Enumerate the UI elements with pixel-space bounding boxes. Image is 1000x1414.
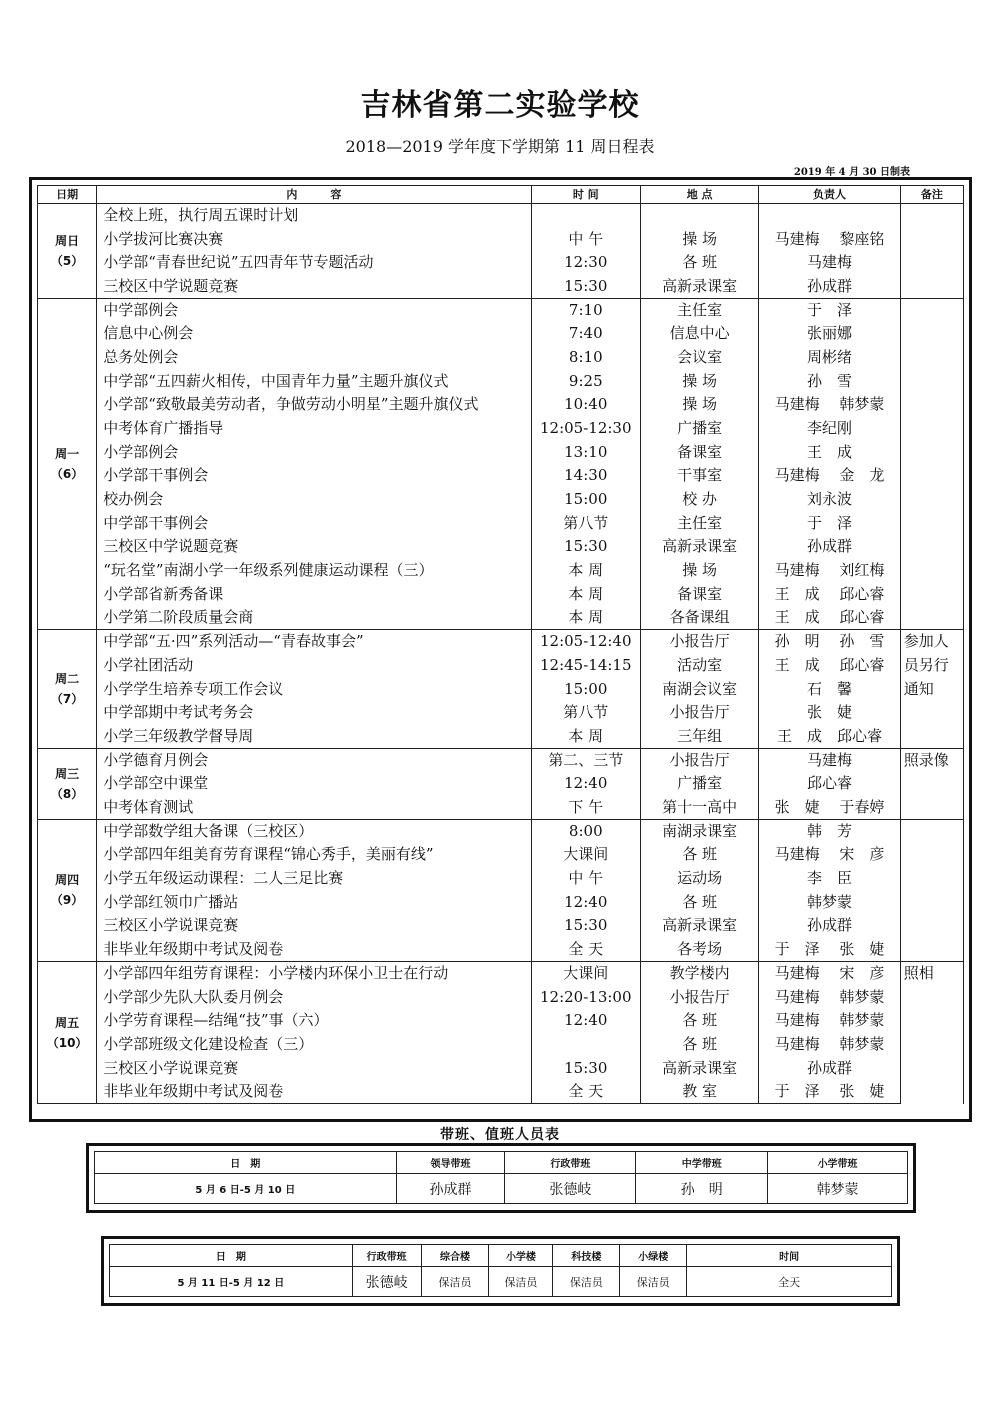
event-content: 中学部干事例会 (97, 511, 531, 535)
schedule-row (38, 938, 964, 962)
event-content: 小学部红领巾广播站 (97, 890, 531, 914)
event-time (531, 204, 640, 228)
event-time: 12:05-12:30 (531, 417, 640, 441)
event-time: 15:30 (531, 914, 640, 938)
header-date: 日期 (38, 186, 97, 204)
schedule-body (38, 204, 964, 1104)
schedule-frame (29, 177, 972, 1122)
event-person: 孙成群 (759, 275, 900, 299)
schedule-row (38, 369, 964, 393)
day-cell (38, 962, 97, 1104)
event-person: 马建梅 韩梦蒙 (759, 1009, 900, 1033)
event-person: 王 成 (759, 440, 900, 464)
event-person: 孙 明 孙 雪 (759, 630, 900, 654)
day-number: （7） (50, 692, 84, 707)
event-content: 中学部期中考试考务会 (97, 701, 531, 725)
schedule-row (38, 748, 964, 772)
event-person: 王 成 邱心睿 (759, 606, 900, 630)
event-time: 大课间 (531, 843, 640, 867)
day-label: 周五 (55, 1015, 80, 1030)
event-content: 小学三年级教学督导周 (97, 725, 531, 749)
event-place: 活动室 (640, 654, 758, 678)
event-content: 信息中心例会 (97, 322, 531, 346)
schedule-row (38, 914, 964, 938)
event-time: 15:30 (531, 1056, 640, 1080)
event-person: 马建梅 韩梦蒙 (759, 985, 900, 1009)
event-content: 三校区小学说课竞赛 (97, 914, 531, 938)
day-label: 周二 (55, 672, 80, 687)
event-place: 各 班 (640, 1033, 758, 1057)
event-place: 三年组 (640, 725, 758, 749)
schedule-row (38, 701, 964, 725)
event-person: 李 臣 (759, 867, 900, 891)
day-cell (38, 748, 97, 819)
event-content: 非毕业年级期中考试及阅卷 (97, 938, 531, 962)
event-content: 三校区小学说课竞赛 (97, 1056, 531, 1080)
event-place: 操 场 (640, 393, 758, 417)
duty2-cell: 保洁员 (421, 1267, 489, 1297)
schedule-row (38, 630, 964, 654)
day-number: （10） (46, 1035, 88, 1050)
note-cell: 照相 (900, 962, 963, 1104)
event-person: 于 泽 (759, 511, 900, 535)
schedule-row (38, 583, 964, 607)
duty1-header: 小学带班 (768, 1152, 908, 1174)
event-person: 孙成群 (759, 1056, 900, 1080)
header-note: 备注 (900, 186, 963, 204)
event-person: 马建梅 宋 彦 (759, 843, 900, 867)
event-content: “玩名堂”南湖小学一年级系列健康运动课程（三） (97, 559, 531, 583)
event-content: 小学德育月例会 (97, 748, 531, 772)
event-content: 中考体育测试 (97, 796, 531, 820)
event-content: 非毕业年级期中考试及阅卷 (97, 1080, 531, 1104)
event-time: 12:20-13:00 (531, 985, 640, 1009)
event-place: 高新录课室 (640, 1056, 758, 1080)
event-content: 小学学生培养专项工作会议 (97, 677, 531, 701)
event-time: 12:40 (531, 1009, 640, 1033)
schedule-row (38, 488, 964, 512)
duty-title: 带班、值班人员表 (440, 1127, 560, 1143)
event-time: 第八节 (531, 701, 640, 725)
event-person: 刘永波 (759, 488, 900, 512)
event-content: 小学劳育课程—结绳“技”事（六） (97, 1009, 531, 1033)
event-time: 本 周 (531, 559, 640, 583)
duty-table-2-frame (101, 1236, 900, 1306)
schedule-table (37, 185, 964, 1104)
note-cell: 照录像 (900, 748, 963, 819)
duty2-cell: 保洁员 (553, 1267, 620, 1297)
event-place: 南湖录课室 (640, 819, 758, 843)
event-time: 12:45-14:15 (531, 654, 640, 678)
event-content: 小学部“致敬最美劳动者，争做劳动小明星”主题升旗仪式 (97, 393, 531, 417)
duty2-cell: 保洁员 (620, 1267, 687, 1297)
day-label: 周日 (55, 233, 80, 248)
event-person: 石 馨 (759, 677, 900, 701)
event-place: 小报告厅 (640, 701, 758, 725)
page-title: 吉林省第二实验学校 (360, 88, 640, 123)
schedule-row (38, 890, 964, 914)
header-time: 时 间 (531, 186, 640, 204)
duty1-header-row (95, 1152, 908, 1174)
event-time: 7:40 (531, 322, 640, 346)
event-content: 小学部少先队大队委月例会 (97, 985, 531, 1009)
event-content: 中学部“五·四”系列活动—“青春故事会” (97, 630, 531, 654)
event-content: 校办例会 (97, 488, 531, 512)
event-place (640, 204, 758, 228)
event-place: 各 班 (640, 890, 758, 914)
duty2-cell: 全天 (687, 1267, 892, 1297)
event-place: 教 室 (640, 1080, 758, 1104)
schedule-row (38, 559, 964, 583)
event-place: 高新录课室 (640, 535, 758, 559)
header-place: 地 点 (640, 186, 758, 204)
event-place: 干事室 (640, 464, 758, 488)
event-time: 15:00 (531, 488, 640, 512)
duty1-cell: 韩梦蒙 (768, 1174, 908, 1204)
event-content: 小学部干事例会 (97, 464, 531, 488)
schedule-row (38, 440, 964, 464)
schedule-row (38, 867, 964, 891)
schedule-row (38, 654, 964, 678)
duty2-header: 小学楼 (489, 1245, 553, 1267)
schedule-row (38, 535, 964, 559)
day-label: 周一 (55, 447, 80, 462)
event-person: 于 泽 张 婕 (759, 938, 900, 962)
event-content: 小学第二阶段质量会商 (97, 606, 531, 630)
duty2-header: 科技楼 (553, 1245, 620, 1267)
event-person: 于 泽 张 婕 (759, 1080, 900, 1104)
duty2-header: 小绿楼 (620, 1245, 687, 1267)
duty1-header: 中学带班 (636, 1152, 768, 1174)
event-person: 张 婕 于春婷 (759, 796, 900, 820)
duty2-header: 日 期 (110, 1245, 353, 1267)
event-content: 总务处例会 (97, 346, 531, 370)
event-place: 备课室 (640, 440, 758, 464)
event-person: 孙成群 (759, 535, 900, 559)
schedule-row (38, 227, 964, 251)
event-person: 马建梅 金 龙 (759, 464, 900, 488)
event-person: 王 成 邱心睿 (759, 725, 900, 749)
event-content: 小学五年级运动课程：二人三足比赛 (97, 867, 531, 891)
day-number: （5） (50, 253, 84, 268)
day-number: （9） (50, 893, 84, 908)
event-place: 备课室 (640, 583, 758, 607)
event-person: 马建梅 (759, 251, 900, 275)
event-time: 13:10 (531, 440, 640, 464)
event-time: 14:30 (531, 464, 640, 488)
event-content: 小学拔河比赛决赛 (97, 227, 531, 251)
event-time: 8:00 (531, 819, 640, 843)
event-person: 周彬绪 (759, 346, 900, 370)
schedule-row (38, 772, 964, 796)
event-time: 全 天 (531, 1080, 640, 1104)
duty2-header: 行政带班 (352, 1245, 421, 1267)
schedule-row (38, 1009, 964, 1033)
day-cell (38, 819, 97, 961)
event-time: 下 午 (531, 796, 640, 820)
schedule-row (38, 1033, 964, 1057)
event-time: 第二、三节 (531, 748, 640, 772)
event-person: 孙成群 (759, 914, 900, 938)
event-person: 马建梅 (759, 748, 900, 772)
event-time: 本 周 (531, 583, 640, 607)
duty-table-1-frame (86, 1143, 916, 1213)
event-time: 大课间 (531, 962, 640, 986)
event-place: 各备课组 (640, 606, 758, 630)
event-place: 操 场 (640, 369, 758, 393)
event-person: 马建梅 宋 彦 (759, 962, 900, 986)
schedule-row (38, 962, 964, 986)
event-place: 广播室 (640, 772, 758, 796)
day-number: （8） (50, 786, 84, 801)
duty1-cell: 孙成群 (396, 1174, 505, 1204)
event-content: 小学部班级文化建设检查（三） (97, 1033, 531, 1057)
event-person: 于 泽 (759, 298, 900, 322)
event-place: 运动场 (640, 867, 758, 891)
duty1-cell: 孙 明 (636, 1174, 768, 1204)
duty2-cell: 张德岐 (352, 1267, 421, 1297)
note-cell: 参加人员另行通知 (900, 630, 963, 748)
event-person: 王 成 邱心睿 (759, 654, 900, 678)
event-content: 小学部例会 (97, 440, 531, 464)
duty2-date: 5 月 11 日-5 月 12 日 (110, 1267, 353, 1297)
event-person: 韩梦蒙 (759, 890, 900, 914)
event-time: 第八节 (531, 511, 640, 535)
duty2-header: 时间 (687, 1245, 892, 1267)
event-time: 15:30 (531, 275, 640, 299)
schedule-row (38, 298, 964, 322)
schedule-row (38, 322, 964, 346)
note-cell (900, 204, 963, 299)
event-time: 12:40 (531, 772, 640, 796)
schedule-row (38, 677, 964, 701)
schedule-row (38, 819, 964, 843)
event-place: 各 班 (640, 251, 758, 275)
event-place: 主任室 (640, 511, 758, 535)
day-cell (38, 630, 97, 748)
event-place: 各 班 (640, 843, 758, 867)
event-time: 中 午 (531, 867, 640, 891)
schedule-row (38, 796, 964, 820)
event-time: 12:05-12:40 (531, 630, 640, 654)
event-time: 12:40 (531, 890, 640, 914)
event-time: 9:25 (531, 369, 640, 393)
event-place: 校 办 (640, 488, 758, 512)
schedule-row (38, 1056, 964, 1080)
duty1-header: 日 期 (95, 1152, 397, 1174)
event-person: 马建梅 韩梦蒙 (759, 1033, 900, 1057)
duty2-header-row (110, 1245, 892, 1267)
event-content: 中学部例会 (97, 298, 531, 322)
event-content: 小学部四年组劳育课程：小学楼内环保小卫士在行动 (97, 962, 531, 986)
event-person: 韩 芳 (759, 819, 900, 843)
event-time: 10:40 (531, 393, 640, 417)
duty2-header: 综合楼 (421, 1245, 489, 1267)
event-person: 马建梅 韩梦蒙 (759, 393, 900, 417)
duty-table-2 (109, 1244, 892, 1297)
duty1-cell: 张德岐 (505, 1174, 636, 1204)
event-place: 各考场 (640, 938, 758, 962)
event-content: 三校区中学说题竞赛 (97, 275, 531, 299)
event-place: 信息中心 (640, 322, 758, 346)
event-place: 第十一高中 (640, 796, 758, 820)
header-content: 内 容 (97, 186, 531, 204)
day-label: 周四 (55, 873, 80, 888)
duty1-header: 领导带班 (396, 1152, 505, 1174)
event-place: 高新录课室 (640, 275, 758, 299)
event-time: 8:10 (531, 346, 640, 370)
event-person: 孙 雪 (759, 369, 900, 393)
event-content: 中学部数学组大备课（三校区） (97, 819, 531, 843)
note-cell (900, 819, 963, 961)
event-place: 教学楼内 (640, 962, 758, 986)
event-time: 本 周 (531, 725, 640, 749)
duty2-cell: 保洁员 (489, 1267, 553, 1297)
event-content: 中考体育广播指导 (97, 417, 531, 441)
day-cell (38, 204, 97, 299)
event-content: 小学部四年组美育劳育课程“锦心秀手，美丽有线” (97, 843, 531, 867)
event-place: 高新录课室 (640, 914, 758, 938)
day-cell (38, 298, 97, 630)
event-person: 马建梅 黎座铭 (759, 227, 900, 251)
schedule-row (38, 417, 964, 441)
schedule-row (38, 204, 964, 228)
event-person: 李纪刚 (759, 417, 900, 441)
event-place: 各 班 (640, 1009, 758, 1033)
day-number: （6） (50, 467, 84, 482)
event-content: 中学部“五四薪火相传，中国青年力量”主题升旗仪式 (97, 369, 531, 393)
event-time: 15:00 (531, 677, 640, 701)
event-place: 小报告厅 (640, 630, 758, 654)
schedule-row (38, 843, 964, 867)
note-cell (900, 298, 963, 630)
event-time: 中 午 (531, 227, 640, 251)
event-time: 7:10 (531, 298, 640, 322)
made-date: 2019 年 4 月 30 日制表 (793, 167, 910, 178)
event-person: 邱心睿 (759, 772, 900, 796)
event-place: 小报告厅 (640, 985, 758, 1009)
event-content: 全校上班，执行周五课时计划 (97, 204, 531, 228)
event-time: 全 天 (531, 938, 640, 962)
event-content: 小学社团活动 (97, 654, 531, 678)
schedule-row (38, 1080, 964, 1104)
duty1-row (95, 1174, 908, 1204)
schedule-row (38, 393, 964, 417)
event-person: 张 婕 (759, 701, 900, 725)
event-person: 马建梅 刘红梅 (759, 559, 900, 583)
event-content: 小学部空中课堂 (97, 772, 531, 796)
schedule-row (38, 464, 964, 488)
day-label: 周三 (55, 766, 80, 781)
event-place: 广播室 (640, 417, 758, 441)
schedule-row (38, 511, 964, 535)
event-place: 小报告厅 (640, 748, 758, 772)
schedule-row (38, 346, 964, 370)
duty-table-1 (94, 1151, 908, 1204)
event-person: 王 成 邱心睿 (759, 583, 900, 607)
schedule-header-row (38, 186, 964, 204)
schedule-row (38, 725, 964, 749)
event-content: 三校区中学说题竞赛 (97, 535, 531, 559)
event-place: 主任室 (640, 298, 758, 322)
event-time: 本 周 (531, 606, 640, 630)
schedule-row (38, 606, 964, 630)
event-time: 15:30 (531, 535, 640, 559)
duty1-date: 5 月 6 日-5 月 10 日 (95, 1174, 397, 1204)
event-place: 操 场 (640, 559, 758, 583)
event-place: 操 场 (640, 227, 758, 251)
event-content: 小学部“青春世纪说”五四青年节专题活动 (97, 251, 531, 275)
event-content: 小学部省新秀备课 (97, 583, 531, 607)
schedule-row (38, 275, 964, 299)
page-subtitle: 2018—2019 学年度下学期第 11 周日程表 (345, 137, 655, 156)
duty1-header: 行政带班 (505, 1152, 636, 1174)
schedule-row (38, 985, 964, 1009)
duty2-row (110, 1267, 892, 1297)
schedule-row (38, 251, 964, 275)
event-time (531, 1033, 640, 1057)
event-person: 张丽娜 (759, 322, 900, 346)
event-person (759, 204, 900, 228)
header-person: 负责人 (759, 186, 900, 204)
event-place: 会议室 (640, 346, 758, 370)
event-place: 南湖会议室 (640, 677, 758, 701)
event-time: 12:30 (531, 251, 640, 275)
